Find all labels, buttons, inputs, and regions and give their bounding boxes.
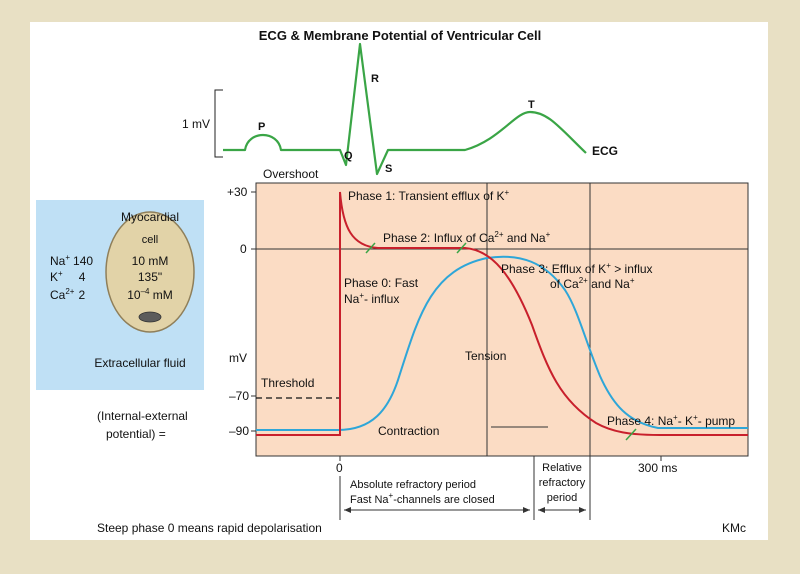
ecg-r-label: R — [371, 73, 379, 85]
footer-caption: Steep phase 0 means rapid depolarisation — [97, 521, 322, 535]
absolute-arrowhead-left — [344, 507, 351, 513]
y-tick-label-90: –90 — [229, 424, 250, 438]
internal-external-label-2: potential) = — [106, 427, 166, 441]
ecg-p-label: P — [258, 121, 266, 133]
ecg-trace-label: ECG — [592, 144, 619, 158]
contraction-label: Contraction — [378, 424, 440, 438]
relative-refractory-label-3: period — [546, 492, 578, 504]
threshold-label: Threshold — [261, 376, 315, 390]
y-tick-label-70: –70 — [229, 389, 250, 403]
phase0-label: Phase 0: Fast — [344, 276, 419, 290]
ion-k-label: K+ 4 — [50, 269, 86, 284]
ecg-s-label: S — [385, 163, 393, 175]
cell-title: Myocardial — [120, 210, 180, 224]
tension-label: Tension — [465, 349, 507, 363]
ecg-scale-bracket — [215, 90, 223, 157]
ion-ca-label: $Ca^{2+}$ 2 — [50, 287, 86, 302]
ion-na-label: Na+ 140 — [50, 253, 94, 268]
diagram-title: ECG & Membrane Potential of Ventricular Cell — [258, 28, 542, 43]
footer-credit: KMc — [722, 521, 746, 535]
phase4-label: Phase 4: Na+- K+- pump — [607, 413, 736, 428]
ion-ca-intracellular: $10^{-4}$ mM — [127, 287, 173, 302]
x-tick-label-300: 300 ms — [638, 461, 678, 475]
cell-nucleus — [139, 312, 161, 322]
relative-arrowhead-left — [538, 507, 545, 513]
phase0-label-2: Na+- influx — [344, 291, 400, 306]
ion-k-intracellular: 135" — [137, 270, 163, 284]
ecg-t-label: T — [528, 99, 535, 111]
phase3-label-2: of $Ca^{2+}$ and Na+ — [550, 276, 635, 291]
phase2-label: Phase 2: Influx of $Ca^{2+}$ and Na+ — [383, 230, 551, 245]
absolute-refractory-label-2: Fast Na+-channels are closed — [350, 491, 495, 506]
cell-title-2: cell — [141, 234, 159, 246]
y-tick-label-30: +30 — [227, 185, 248, 199]
ecg-scale-label: 1 mV — [182, 117, 211, 131]
x-tick-label-0: 0 — [336, 461, 343, 475]
ion-na-intracellular: 10 mM — [131, 254, 169, 268]
relative-arrowhead-right — [579, 507, 586, 513]
y-tick-label-0: 0 — [240, 242, 247, 256]
internal-external-label: (Internal-external — [97, 409, 188, 423]
y-axis-unit: mV — [229, 351, 247, 365]
ecg-q-label: Q — [344, 150, 353, 162]
phase1-label: Phase 1: Transient efflux of K+ — [348, 188, 510, 203]
absolute-refractory-label: Absolute refractory period — [350, 479, 476, 491]
overshoot-label: Overshoot — [263, 167, 319, 181]
relative-refractory-label-2: refractory — [538, 477, 586, 489]
absolute-arrowhead-right — [523, 507, 530, 513]
relative-refractory-label: Relative — [542, 462, 582, 474]
extracellular-label: Extracellular fluid — [94, 356, 186, 370]
phase3-label: Phase 3: Efflux of K+ > influx — [501, 261, 653, 276]
